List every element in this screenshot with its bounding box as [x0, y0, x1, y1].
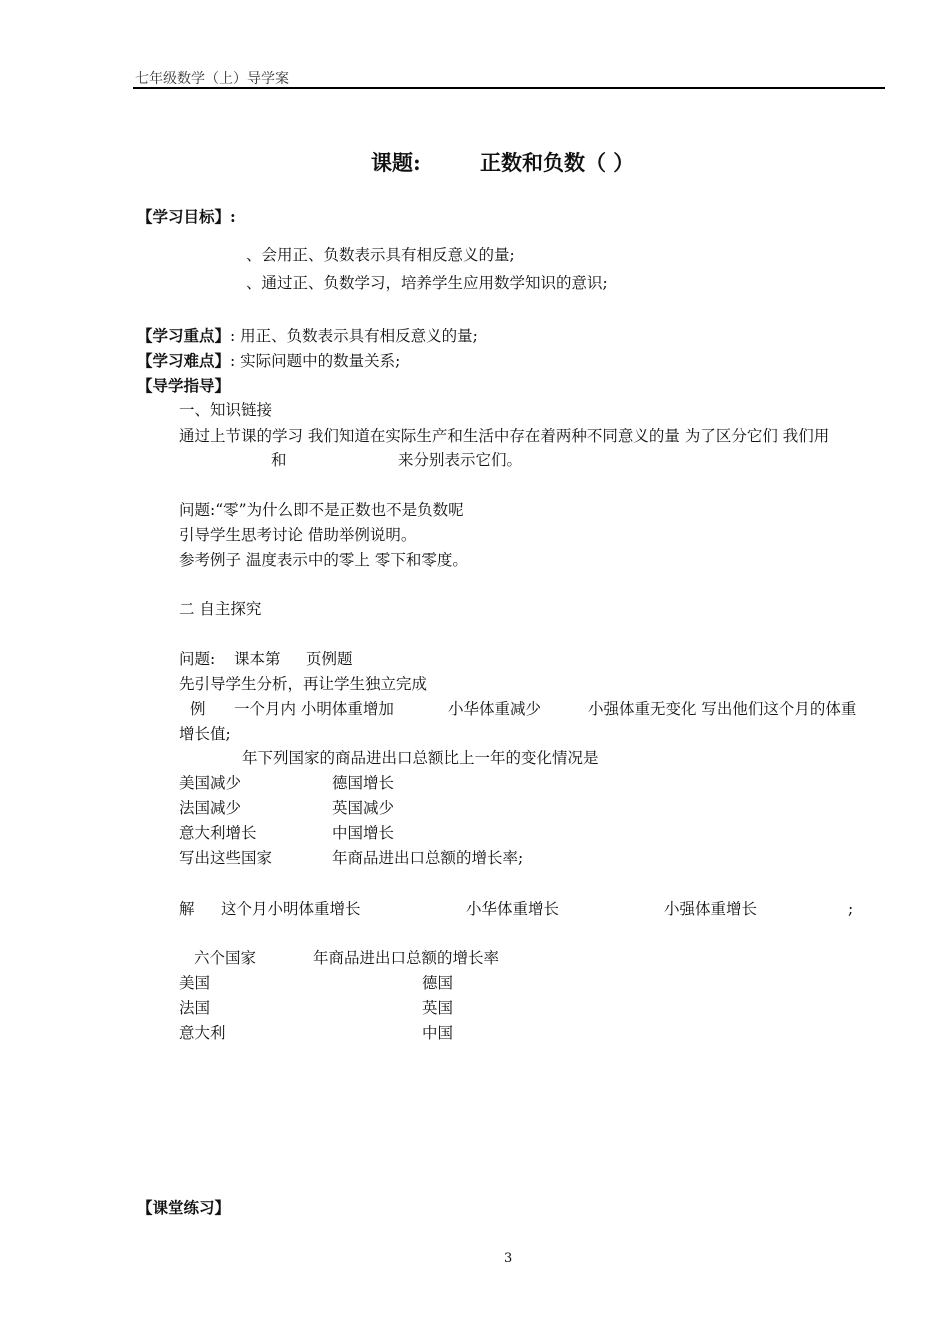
six-countries-b: 年商品进出口总额的增长率: [313, 949, 500, 967]
part1-word-he: 和: [271, 451, 287, 469]
part1-title: 一、知识链接: [179, 401, 273, 419]
example-cont: 增长值;: [179, 725, 231, 743]
q2-b: 页例题: [306, 650, 353, 668]
practice-heading: 【课堂练习】: [137, 1198, 231, 1217]
country-right-1: 德国增长: [332, 774, 395, 792]
answer-left-1: 美国: [179, 974, 211, 992]
page-title: 正数和负数（ ）: [480, 150, 635, 175]
answer-right-1: 德国: [422, 974, 454, 992]
difficulty-text: : 实际问题中的数量关系;: [230, 352, 401, 370]
country-right-3: 中国增长: [332, 824, 395, 842]
difficulty-line: [137, 353, 400, 370]
answer-left-3: 意大利: [179, 1024, 226, 1042]
solution-c: 小强体重增长: [664, 900, 758, 918]
example2-line: 年下列国家的商品进出口总额比上一年的变化情况是: [242, 749, 599, 767]
goals-heading: 【学习目标】:: [137, 207, 236, 226]
zero-question: 问题:“零”为什么即不是正数也不是负数呢: [179, 501, 464, 519]
solution-label: 解: [179, 900, 195, 918]
q2-label: 问题:: [179, 650, 216, 668]
goal-item-2: 、通过正、负数学习，培养学生应用数学知识的意识;: [246, 274, 608, 292]
answer-right-2: 英国: [422, 999, 454, 1017]
country-right-2: 英国减少: [332, 799, 395, 817]
solution-end: ;: [848, 900, 854, 918]
solution-b: 小华体重增长: [466, 900, 560, 918]
country-left-3: 意大利增长: [179, 824, 257, 842]
running-header: 七年级数学（上）导学案: [135, 71, 289, 87]
instruction: 先引导学生分析，再让学生独立完成: [179, 675, 428, 693]
six-countries-a: 六个国家: [194, 949, 257, 967]
example-a: 一个月内 小明体重增加: [234, 700, 394, 718]
example-c: 小强体重无变化 写出他们这个月的体重: [588, 700, 857, 718]
answer-right-3: 中国: [422, 1024, 454, 1042]
answer-left-2: 法国: [179, 999, 211, 1017]
key-point-text: : 用正、负数表示具有相反意义的量;: [230, 327, 478, 345]
key-point-label: 【学习重点】: [137, 326, 231, 345]
title-label: 课题:: [371, 150, 421, 175]
zero-reference: 参考例子 温度表示中的零上 零下和零度。: [179, 551, 468, 569]
example-b: 小华体重减少: [448, 700, 542, 718]
key-point-line: [137, 328, 478, 345]
difficulty-label: 【学习难点】: [137, 351, 231, 370]
country-left-1: 美国减少: [179, 774, 242, 792]
goal-item-1: 、会用正、负数表示具有相反意义的量;: [246, 246, 515, 264]
write-b: 年商品进出口总额的增长率;: [332, 849, 524, 867]
solution-a: 这个月小明体重增长: [221, 900, 361, 918]
part1-line1: 通过上节课的学习 我们知道在实际生产和生活中存在着两种不同意义的量 为了区分它们 我们用: [179, 427, 830, 445]
part1-line2-end: 来分别表示它们。: [398, 451, 523, 469]
part2-title: 二 自主探究: [179, 600, 262, 618]
zero-hint: 引导学生思考讨论 借助举例说明。: [179, 526, 417, 544]
q2-a: 课本第: [234, 650, 281, 668]
country-left-2: 法国减少: [179, 799, 242, 817]
page-number: 3: [504, 1251, 513, 1266]
header-rule: [133, 87, 885, 89]
write-a: 写出这些国家: [179, 849, 273, 867]
guide-heading: 【导学指导】: [137, 376, 231, 395]
example-label: 例: [190, 700, 206, 718]
